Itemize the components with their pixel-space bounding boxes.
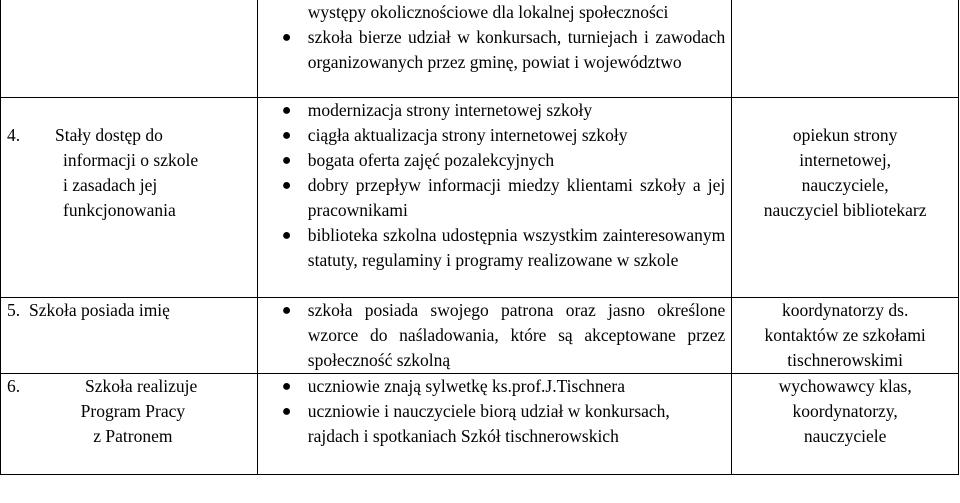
criterion-line: 6. Szkoła realizuje <box>7 374 249 399</box>
responsible-line: tischnerowskimi <box>787 350 903 370</box>
bullet-dot-icon: ● <box>281 102 292 119</box>
continuation-text: występy okolicznościowe dla lokalnej społeczności <box>307 2 669 22</box>
responsible-cell <box>732 0 959 98</box>
row-number: 5. <box>7 300 21 320</box>
actions-cell <box>257 0 731 98</box>
responsible-line: opiekun strony <box>792 125 898 145</box>
row-number: 4. <box>7 125 21 145</box>
actions-list <box>258 25 731 75</box>
actions-list <box>258 298 731 373</box>
list-item: ● dobry przepływ informacji miedzy klientami szkoły a jej pracownikami <box>281 175 726 220</box>
bullet-dot-icon: ● <box>281 227 292 244</box>
actions-cell <box>257 298 731 374</box>
list-item: ● uczniowie znają sylwetkę ks.prof.J.Tischnera <box>258 374 731 399</box>
criterion-line: funkcjonowania <box>63 200 176 220</box>
criterion-line: z Patronem <box>93 426 173 446</box>
criterion-line: i zasadach jej <box>63 175 158 195</box>
criterion-line: Program Pracy <box>80 401 186 421</box>
table-row <box>1 0 959 98</box>
responsible-line: kontaktów ze szkołami <box>764 325 926 345</box>
responsible-line: wychowawcy klas, <box>778 376 912 396</box>
responsible-cell <box>732 98 959 298</box>
actions-list <box>258 98 731 273</box>
responsible-cell <box>732 374 959 475</box>
list-item: ● szkoła posiada swojego patrona oraz jasno określone wzorce do naśladowania, które są akceptowane przez społeczność szkolną <box>281 300 726 370</box>
criterion-cell <box>1 298 258 374</box>
bullet-dot-icon: ● <box>281 177 292 194</box>
responsible-line: nauczyciel bibliotekarz <box>763 200 927 220</box>
list-item: ● bogata oferta zajęć pozalekcyjnych <box>258 148 731 173</box>
responsible-line: koordynatorzy ds. <box>781 300 909 320</box>
responsible-line: nauczyciele, <box>801 175 889 195</box>
criterion-cell <box>1 0 258 98</box>
list-item: ● ciągła aktualizacja strony internetowej szkoły <box>258 123 731 148</box>
responsible-line: internetowej, <box>799 150 892 170</box>
responsible-line: koordynatorzy, <box>792 401 898 421</box>
list-item: ● uczniowie i nauczyciele biorą udział w konkursach, rajdach i spotkaniach Szkół tischnerowskich <box>281 401 670 446</box>
table-row <box>1 98 959 298</box>
bullet-dot-icon: ● <box>281 302 292 319</box>
responsible-cell <box>732 298 959 374</box>
actions-cell <box>257 374 731 475</box>
criterion-line: informacji o szkole <box>63 150 199 170</box>
bullet-dot-icon: ● <box>281 152 292 169</box>
list-item: ● biblioteka szkolna udostępnia wszystkim zainteresowanym statuty, regulaminy i programy realizowane w szkole <box>281 225 726 270</box>
responsible-line: nauczyciele <box>803 426 887 446</box>
table-row <box>1 374 959 475</box>
table-row <box>1 298 959 374</box>
bullet-dot-icon: ● <box>281 127 292 144</box>
criterion-cell <box>1 374 258 475</box>
list-item: ● szkoła bierze udział w konkursach, turniejach i zawodach organizowanych przez gminę, powiat i województwo <box>281 27 726 72</box>
criterion-cell <box>1 98 258 298</box>
criterion-line: 5. Szkoła posiada imię <box>7 298 249 323</box>
actions-list <box>258 374 731 449</box>
bullet-dot-icon: ● <box>281 378 292 395</box>
row-number: 6. <box>7 376 21 396</box>
list-item: ● modernizacja strony internetowej szkoły <box>258 98 731 123</box>
actions-cell <box>257 98 731 298</box>
criterion-line: 4. Stały dostęp do <box>7 123 249 148</box>
bullet-dot-icon: ● <box>281 403 292 420</box>
bullet-dot-icon: ● <box>281 29 292 46</box>
